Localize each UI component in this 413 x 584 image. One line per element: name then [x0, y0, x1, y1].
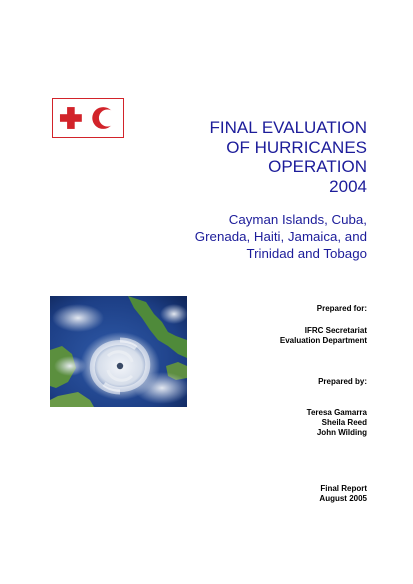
title-line: 2004 [329, 176, 367, 196]
subtitle-line: Cayman Islands, Cuba, [228, 212, 367, 227]
organization-line: Evaluation Department [279, 336, 367, 345]
title-line: OF HURRICANES [226, 137, 367, 157]
red-crescent-icon [92, 107, 116, 129]
ifrc-logo-graphic [53, 99, 123, 137]
report-date: August 2005 [319, 494, 367, 503]
prepared-for-organization [207, 326, 367, 346]
title-line: FINAL EVALUATION [209, 118, 367, 137]
prepared-by-label-block [207, 377, 367, 387]
prepared-for-label-block [207, 304, 367, 314]
ifrc-logo [52, 98, 124, 138]
hurricane-satellite-image [50, 296, 187, 407]
authors-list [207, 408, 367, 438]
hurricane-satellite-graphic [50, 296, 187, 407]
report-type: Final Report [320, 484, 367, 493]
report-title [147, 118, 367, 196]
author-name: John Wilding [316, 428, 367, 437]
organization-line: IFRC Secretariat [304, 326, 367, 335]
subtitle-line: Trinidad and Tobago [246, 246, 367, 261]
author-name: Teresa Gamarra [306, 408, 367, 417]
prepared-for-label: Prepared for: [316, 304, 367, 313]
title-line: OPERATION [268, 157, 367, 176]
report-info [207, 484, 367, 504]
countries-subtitle [127, 211, 367, 262]
red-cross-icon [60, 107, 82, 129]
author-name: Sheila Reed [321, 418, 367, 427]
subtitle-line: Grenada, Haiti, Jamaica, and [194, 229, 367, 244]
prepared-by-label: Prepared by: [318, 377, 367, 386]
